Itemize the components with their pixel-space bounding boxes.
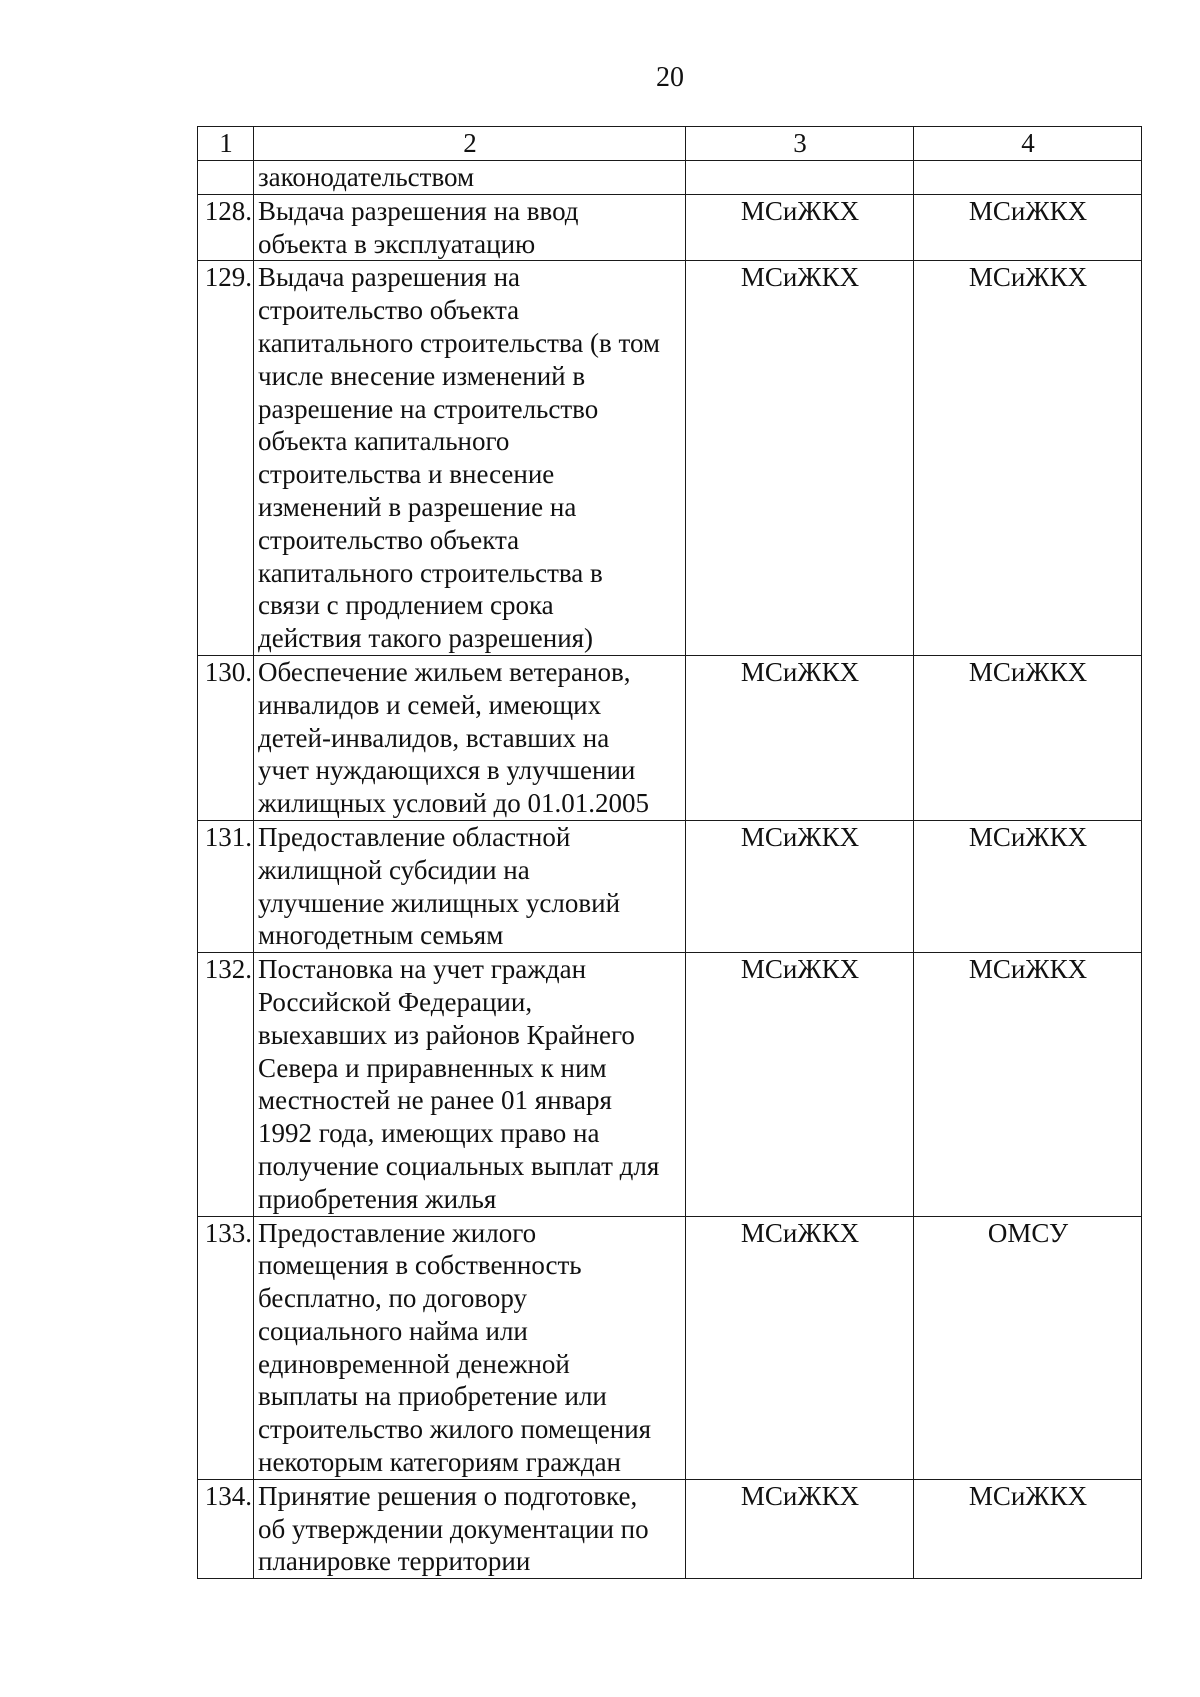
column-header-4: 4	[914, 127, 1142, 161]
responsible-col3	[686, 161, 914, 195]
service-name: Принятие решения о подготовке, об утверждении документации по планировке территории	[254, 1479, 686, 1578]
responsible-col3: МСиЖКХ	[686, 655, 914, 820]
responsible-col3: МСиЖКХ	[686, 820, 914, 952]
services-table	[197, 126, 1142, 1579]
responsible-col4: МСиЖКХ	[914, 820, 1142, 952]
table-row	[198, 655, 1142, 820]
responsible-col4: МСиЖКХ	[914, 194, 1142, 261]
row-number: 129.	[198, 261, 254, 656]
service-name: законодательством	[254, 161, 686, 195]
responsible-col3: МСиЖКХ	[686, 953, 914, 1216]
table-row	[198, 1479, 1142, 1578]
responsible-col4: ОМСУ	[914, 1216, 1142, 1479]
table-row	[198, 194, 1142, 261]
row-number: 128.	[198, 194, 254, 261]
responsible-col4: МСиЖКХ	[914, 953, 1142, 1216]
service-name: Предоставление жилого помещения в собственность бесплатно, по договору социального найма или единовременной денежной выплаты на приобретение или строительство жилого помещения некоторым категориям граждан	[254, 1216, 686, 1479]
row-number: 134.	[198, 1479, 254, 1578]
service-name: Предоставление областной жилищной субсидии на улучшение жилищных условий многодетным семьям	[254, 820, 686, 952]
table-row	[198, 820, 1142, 952]
service-name: Постановка на учет граждан Российской Федерации, выехавших из районов Крайнего Севера и приравненных к ним местностей не ранее 01 января 1992 года, имеющих право на получение социальных выплат для приобретения жилья	[254, 953, 686, 1216]
table-header-row	[198, 127, 1142, 161]
responsible-col4: МСиЖКХ	[914, 655, 1142, 820]
column-header-2: 2	[254, 127, 686, 161]
responsible-col3: МСиЖКХ	[686, 1479, 914, 1578]
responsible-col3: МСиЖКХ	[686, 194, 914, 261]
responsible-col3: МСиЖКХ	[686, 1216, 914, 1479]
row-number: 131.	[198, 820, 254, 952]
service-name: Выдача разрешения на строительство объекта капитального строительства (в том числе внесение изменений в разрешение на строительство объекта капитального строительства и внесение изменений в разрешение на строительство объекта капитального строительства в связи с продлением срока действия такого разрешения)	[254, 261, 686, 656]
table-row	[198, 261, 1142, 656]
table-row	[198, 161, 1142, 195]
responsible-col4: МСиЖКХ	[914, 261, 1142, 656]
row-number: 133.	[198, 1216, 254, 1479]
responsible-col4: МСиЖКХ	[914, 1479, 1142, 1578]
row-number	[198, 161, 254, 195]
responsible-col3: МСиЖКХ	[686, 261, 914, 656]
table-row	[198, 1216, 1142, 1479]
service-name: Обеспечение жильем ветеранов, инвалидов и семей, имеющих детей-инвалидов, вставших на учет нуждающихся в улучшении жилищных условий до 01.01.2005	[254, 655, 686, 820]
service-name: Выдача разрешения на ввод объекта в эксплуатацию	[254, 194, 686, 261]
table-row	[198, 953, 1142, 1216]
responsible-col4	[914, 161, 1142, 195]
row-number: 132.	[198, 953, 254, 1216]
column-header-1: 1	[198, 127, 254, 161]
column-header-3: 3	[686, 127, 914, 161]
row-number: 130.	[198, 655, 254, 820]
page-number: 20	[656, 62, 684, 93]
